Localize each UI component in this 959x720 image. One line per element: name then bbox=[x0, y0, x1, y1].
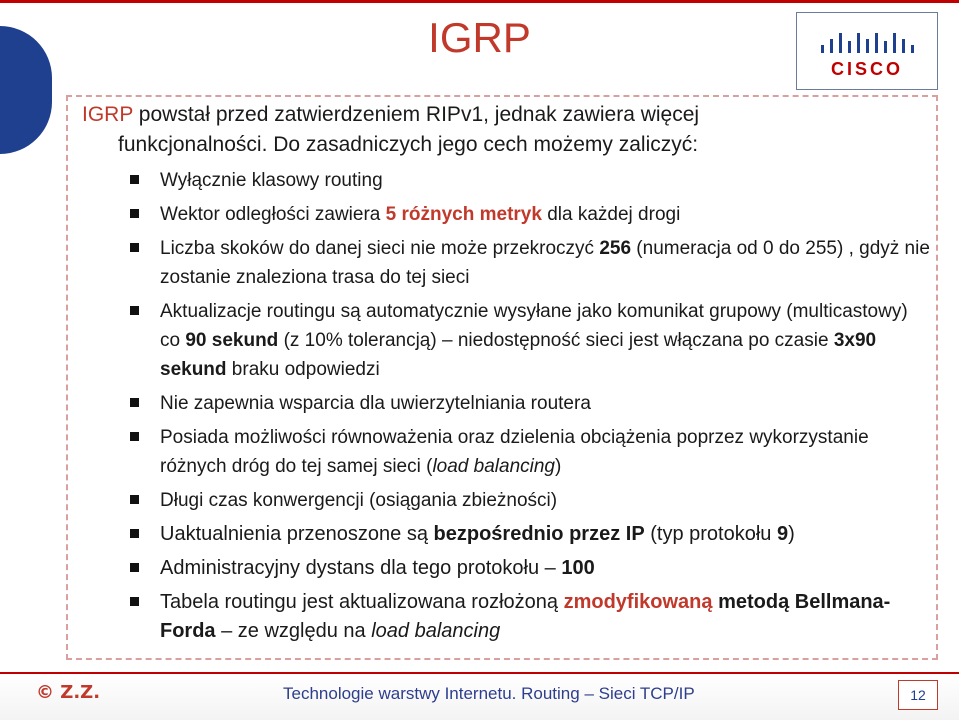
item-bold: 256 bbox=[599, 238, 632, 259]
bullet-square-icon bbox=[130, 563, 139, 572]
item-text: Administracyjny dystans dla tego protokołu – bbox=[160, 557, 562, 579]
intro-line1: powstał przed zatwierdzeniem RIPv1, jednak zawiera więcej bbox=[132, 103, 700, 126]
item-italic: load balancing bbox=[371, 620, 501, 642]
list-item bbox=[82, 166, 932, 195]
item-text: Tabela routingu jest aktualizowana rozłożoną bbox=[160, 591, 564, 613]
footer-author-logo: © Z.Z. bbox=[36, 682, 101, 703]
list-item bbox=[82, 588, 932, 646]
item-text: dla każdej drogi bbox=[541, 204, 681, 225]
item-bold: 90 sekund bbox=[185, 330, 279, 351]
item-text: (typ protokołu bbox=[644, 523, 777, 545]
item-italic: load balancing bbox=[432, 456, 555, 477]
cisco-logo bbox=[796, 12, 938, 90]
item-text: Aktualizacje routingu są automatycznie wysyłane jako komunikat grupowy (multicastowy) co bbox=[160, 301, 908, 351]
item-text: Nie zapewnia wsparcia dla uwierzytelniania routera bbox=[160, 393, 591, 414]
list-item bbox=[82, 297, 932, 384]
item-bold: metodą Bellmana-Forda bbox=[160, 591, 891, 642]
list-item bbox=[82, 520, 932, 549]
list-item bbox=[82, 423, 932, 481]
top-rule bbox=[0, 0, 959, 3]
slide-title: IGRP bbox=[428, 14, 531, 61]
item-bold: 100 bbox=[561, 557, 595, 579]
item-text: Wektor odległości zawiera bbox=[160, 204, 386, 225]
bullet-square-icon bbox=[130, 175, 139, 184]
bullet-square-icon bbox=[130, 209, 139, 218]
bullet-square-icon bbox=[130, 597, 139, 606]
intro-paragraph bbox=[82, 100, 932, 160]
intro-line2: funkcjonalności. Do zasadniczych jego cech możemy zaliczyć: bbox=[118, 133, 699, 156]
bullet-square-icon bbox=[130, 398, 139, 407]
bullet-square-icon bbox=[130, 495, 139, 504]
cisco-bridge-icon bbox=[797, 13, 937, 89]
cisco-logo-text: CISCO bbox=[830, 59, 904, 79]
item-highlight: 5 różnych metryk bbox=[385, 204, 542, 225]
bullet-square-icon bbox=[130, 432, 139, 441]
item-text: – ze względu na bbox=[215, 620, 372, 642]
item-text: Posiada możliwości równoważenia oraz dzielenia obciążenia poprzez wykorzystanie różnych dróg do tej samej sieci ( bbox=[160, 427, 869, 477]
item-text: Wyłącznie klasowy routing bbox=[160, 170, 383, 191]
slide-content bbox=[82, 100, 932, 651]
intro-red-word: IGRP bbox=[82, 103, 133, 126]
item-text: ) bbox=[788, 523, 795, 545]
list-item bbox=[82, 389, 932, 418]
item-bold: 9 bbox=[776, 523, 789, 545]
item-text: Długi czas konwergencji (osiągania zbieżności) bbox=[160, 490, 558, 511]
list-item bbox=[82, 234, 932, 292]
item-text: (numeracja od 0 do 255) , gdyż nie zostanie znaleziona trasa do tej sieci bbox=[160, 238, 930, 288]
page-number: 12 bbox=[898, 680, 938, 710]
item-text: ) bbox=[555, 456, 562, 477]
bullet-square-icon bbox=[130, 306, 139, 315]
item-text: Liczba skoków do danej sieci nie może przekroczyć bbox=[160, 238, 600, 259]
item-text: braku odpowiedzi bbox=[226, 359, 380, 380]
bullet-square-icon bbox=[130, 529, 139, 538]
item-highlight: zmodyfikowaną bbox=[563, 591, 713, 613]
bullet-square-icon bbox=[130, 243, 139, 252]
list-item bbox=[82, 200, 932, 229]
item-bold: 3x90 sekund bbox=[160, 330, 877, 380]
item-bold: bezpośrednio przez IP bbox=[433, 523, 645, 545]
item-text: Uaktualnienia przenoszone są bbox=[160, 523, 434, 545]
list-item bbox=[82, 486, 932, 515]
feature-list bbox=[82, 166, 932, 646]
footer-title: Technologie warstwy Internetu. Routing – Sieci TCP/IP bbox=[283, 684, 695, 703]
item-text: (z 10% tolerancją) – niedostępność sieci jest włączana po czasie bbox=[278, 330, 834, 351]
list-item bbox=[82, 554, 932, 583]
